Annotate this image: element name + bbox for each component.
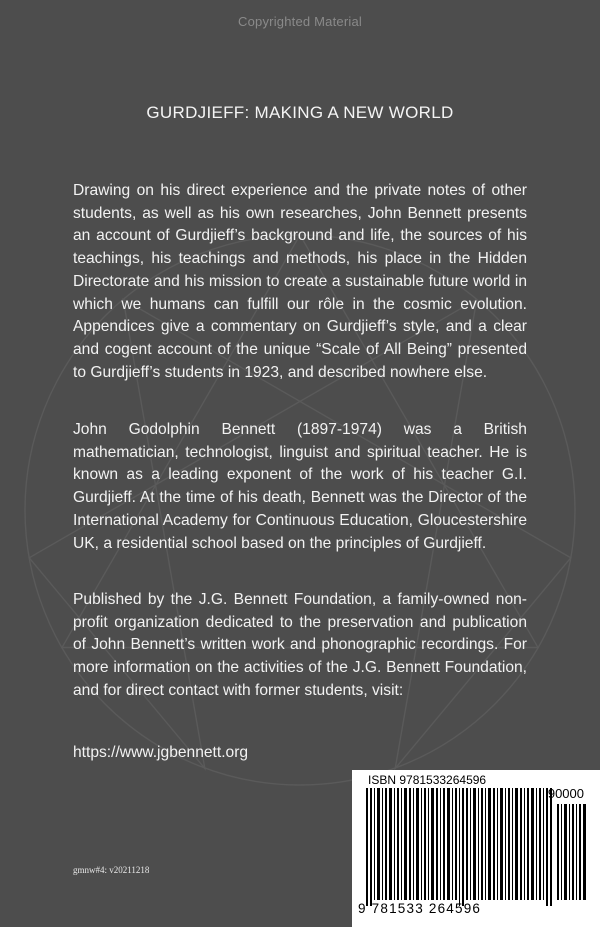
copyright-watermark: Copyrighted Material [238,14,362,29]
publisher-paragraph: Published by the J.G. Bennett Foundation, a family-owned non-profit organization dedicated to the preservation and publication of John Bennett’s written work and phonographic recordings. For more information on the activities of the J.G. Bennett Foundation, and for direct contact with former students, visit: [73,591,527,699]
isbn-barcode [352,770,600,927]
price-code: 90000 [547,786,584,801]
isbn-label: ISBN 9781533264596 [368,773,487,787]
book-title: GURDJIEFF: MAKING A NEW WORLD [146,103,454,122]
website-link[interactable]: https://www.jgbennett.org [73,744,249,761]
print-version-code: gmnw#4: v20211218 [73,865,150,875]
author-bio-paragraph: John Godolphin Bennett (1897-1974) was a British mathematician, technologist, linguist and spiritual teacher. He is known as a leading exponent of the work of his teacher G.I. Gurdjieff. At the time of his death, Bennett was the Director of the International Academy for Continuous Education, Gloucestershire UK, a residential school based on the principles of Gurdjieff. [73,421,527,552]
description-paragraph: Drawing on his direct experience and the private notes of other students, as well as his own researches, John Bennett presents an account of Gurdjieff’s background and life, the sources of his teachings, his teachings and methods, his place in the Hidden Directorate and his mission to create a sustainable future world in which we humans can fulfill our rôle in the cosmic evolution. Appendices give a commentary on Gurdjieff’s style, and a clear and cogent account of the unique “Scale of All Being” presented to Gurdjieff’s students in 1923, and described nowhere else. [73,182,527,381]
isbn-digits: 9 781533 264596 [358,901,482,916]
